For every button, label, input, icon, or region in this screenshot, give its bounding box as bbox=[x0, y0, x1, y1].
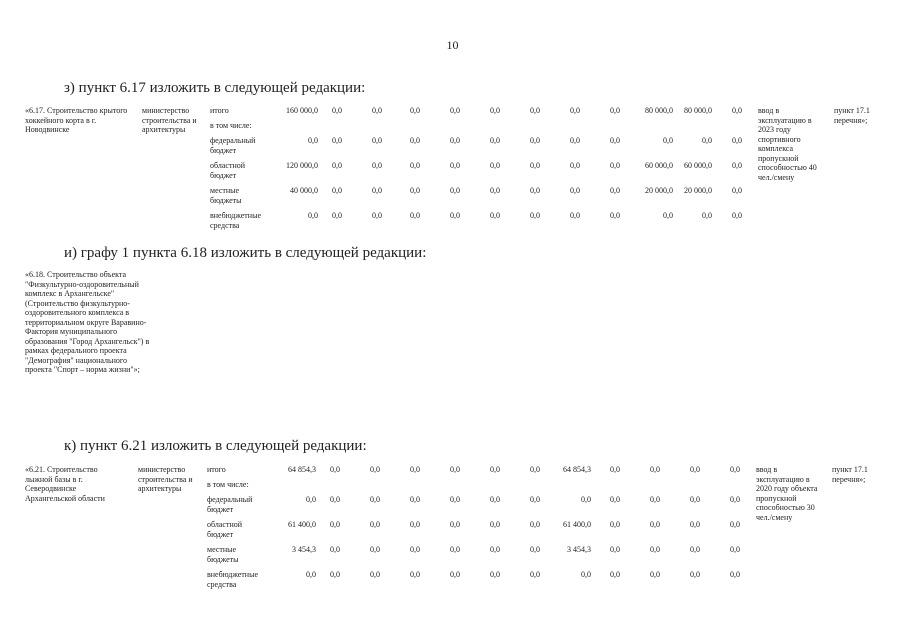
table-cell: 0,0 bbox=[570, 186, 580, 195]
table-cell: 0,0 bbox=[490, 570, 500, 579]
table-cell: 0,0 bbox=[410, 545, 420, 554]
table-cell: 0,0 bbox=[690, 520, 700, 529]
table-cell: 0,0 bbox=[410, 495, 420, 504]
table-cell: 0,0 bbox=[450, 161, 460, 170]
table-cell: 0,0 bbox=[610, 545, 620, 554]
table-cell: 0,0 bbox=[570, 106, 580, 115]
section-k-result: ввод в эксплуатацию в 2020 году объекта пропускной способностью 30 чел./смену bbox=[756, 465, 818, 522]
table-cell: 0,0 bbox=[732, 106, 742, 115]
table-cell: 0,0 bbox=[332, 136, 342, 145]
table-cell: 0,0 bbox=[581, 570, 591, 579]
row-label: внебюджетные средства bbox=[207, 570, 258, 589]
table-cell: 0,0 bbox=[410, 570, 420, 579]
section-z-executor: министерство строительства и архитектуры bbox=[142, 106, 197, 134]
table-cell: 0,0 bbox=[663, 211, 673, 220]
table-cell: 61 400,0 bbox=[288, 520, 316, 529]
section-i-text: «6.18. Строительство объекта "Физкультурно-оздоровительный комплекс в Архангельске" (Строительство физкультурно-оздоровительного комплекса в территориальном округе Варавино-Фактория муниципального образования "Город Архангельск") в рамках федерального проекта "Демография" национального проекта "Спорт – норма жизни"»; bbox=[25, 270, 150, 374]
section-z-item: «6.17. Строительство крытого хоккейного корта в г. Новодвинске bbox=[25, 106, 128, 134]
table-cell: 160 000,0 bbox=[286, 106, 318, 115]
section-k-executor: министерство строительства и архитектуры bbox=[138, 465, 193, 493]
row-label: итого bbox=[210, 106, 229, 115]
table-cell: 0,0 bbox=[570, 211, 580, 220]
table-cell: 0,0 bbox=[650, 465, 660, 474]
table-cell: 0,0 bbox=[332, 106, 342, 115]
row-label: внебюджетные средства bbox=[210, 211, 261, 230]
table-cell: 0,0 bbox=[490, 520, 500, 529]
table-cell: 0,0 bbox=[450, 520, 460, 529]
table-cell: 3 454,3 bbox=[567, 545, 591, 554]
table-cell: 0,0 bbox=[410, 186, 420, 195]
table-cell: 0,0 bbox=[530, 545, 540, 554]
table-cell: 0,0 bbox=[490, 186, 500, 195]
table-cell: 60 000,0 bbox=[684, 161, 712, 170]
table-cell: 0,0 bbox=[450, 545, 460, 554]
row-label: итого bbox=[207, 465, 226, 474]
table-cell: 0,0 bbox=[450, 136, 460, 145]
row-label: федеральный бюджет bbox=[210, 136, 256, 155]
table-cell: 0,0 bbox=[306, 570, 316, 579]
table-cell: 0,0 bbox=[650, 545, 660, 554]
table-cell: 0,0 bbox=[530, 106, 540, 115]
table-cell: 0,0 bbox=[332, 161, 342, 170]
table-cell: 0,0 bbox=[332, 211, 342, 220]
table-cell: 0,0 bbox=[530, 161, 540, 170]
table-cell: 0,0 bbox=[330, 545, 340, 554]
table-cell: 0,0 bbox=[570, 136, 580, 145]
table-cell: 0,0 bbox=[610, 495, 620, 504]
table-cell: 0,0 bbox=[410, 520, 420, 529]
section-z-reference: пункт 17.1 перечня»; bbox=[834, 106, 870, 125]
table-cell: 0,0 bbox=[610, 186, 620, 195]
table-cell: 0,0 bbox=[450, 495, 460, 504]
table-cell: 0,0 bbox=[610, 520, 620, 529]
table-cell: 0,0 bbox=[490, 465, 500, 474]
table-cell: 0,0 bbox=[450, 186, 460, 195]
section-k-reference: пункт 17.1 перечня»; bbox=[832, 465, 868, 484]
table-cell: 0,0 bbox=[330, 570, 340, 579]
table-cell: 0,0 bbox=[610, 211, 620, 220]
table-cell: 0,0 bbox=[490, 106, 500, 115]
table-cell: 0,0 bbox=[610, 570, 620, 579]
table-cell: 0,0 bbox=[730, 570, 740, 579]
row-label: федеральный бюджет bbox=[207, 495, 253, 514]
table-cell: 0,0 bbox=[530, 570, 540, 579]
table-cell: 20 000,0 bbox=[684, 186, 712, 195]
table-cell: 0,0 bbox=[610, 161, 620, 170]
table-cell: 0,0 bbox=[732, 136, 742, 145]
table-cell: 0,0 bbox=[730, 495, 740, 504]
table-cell: 0,0 bbox=[730, 465, 740, 474]
table-cell: 0,0 bbox=[490, 211, 500, 220]
table-cell: 0,0 bbox=[450, 465, 460, 474]
table-cell: 0,0 bbox=[732, 211, 742, 220]
table-cell: 0,0 bbox=[610, 136, 620, 145]
table-cell: 0,0 bbox=[570, 161, 580, 170]
table-cell: 0,0 bbox=[410, 136, 420, 145]
table-cell: 0,0 bbox=[372, 211, 382, 220]
table-cell: 0,0 bbox=[702, 136, 712, 145]
table-cell: 0,0 bbox=[450, 106, 460, 115]
row-label: местные бюджеты bbox=[207, 545, 239, 564]
row-label: областной бюджет bbox=[210, 161, 246, 180]
table-cell: 0,0 bbox=[690, 465, 700, 474]
table-cell: 0,0 bbox=[530, 211, 540, 220]
section-z-result: ввод в эксплуатацию в 2023 году спортивного комплекса пропускной способностью 40 чел./смену bbox=[758, 106, 817, 182]
section-i-heading: и) графу 1 пункта 6.18 изложить в следующей редакции: bbox=[64, 245, 427, 261]
table-cell: 0,0 bbox=[490, 136, 500, 145]
table-cell: 0,0 bbox=[490, 495, 500, 504]
row-label: областной бюджет bbox=[207, 520, 243, 539]
table-cell: 0,0 bbox=[730, 545, 740, 554]
table-cell: 0,0 bbox=[330, 465, 340, 474]
table-cell: 80 000,0 bbox=[684, 106, 712, 115]
table-cell: 0,0 bbox=[690, 570, 700, 579]
table-cell: 0,0 bbox=[450, 211, 460, 220]
table-cell: 0,0 bbox=[372, 136, 382, 145]
section-k-table bbox=[0, 465, 905, 595]
table-cell: 0,0 bbox=[410, 106, 420, 115]
table-cell: 0,0 bbox=[530, 186, 540, 195]
table-cell: 0,0 bbox=[732, 161, 742, 170]
table-cell: 0,0 bbox=[330, 520, 340, 529]
table-cell: 80 000,0 bbox=[645, 106, 673, 115]
table-cell: 120 000,0 bbox=[286, 161, 318, 170]
section-z-heading: з) пункт 6.17 изложить в следующей редакции: bbox=[64, 80, 366, 96]
table-cell: 0,0 bbox=[530, 136, 540, 145]
table-cell: 0,0 bbox=[450, 570, 460, 579]
table-cell: 0,0 bbox=[308, 136, 318, 145]
row-label: в том числе: bbox=[210, 121, 252, 130]
table-cell: 0,0 bbox=[530, 495, 540, 504]
table-cell: 0,0 bbox=[308, 211, 318, 220]
section-k-heading: к) пункт 6.21 изложить в следующей редакции: bbox=[64, 438, 367, 454]
table-cell: 64 854,3 bbox=[288, 465, 316, 474]
table-cell: 3 454,3 bbox=[292, 545, 316, 554]
page-number: 10 bbox=[446, 38, 459, 52]
section-z-table bbox=[0, 106, 905, 236]
table-cell: 0,0 bbox=[530, 520, 540, 529]
table-cell: 0,0 bbox=[490, 545, 500, 554]
table-cell: 0,0 bbox=[730, 520, 740, 529]
table-cell: 0,0 bbox=[370, 520, 380, 529]
table-cell: 0,0 bbox=[610, 106, 620, 115]
table-cell: 0,0 bbox=[702, 211, 712, 220]
table-cell: 0,0 bbox=[650, 570, 660, 579]
table-cell: 0,0 bbox=[370, 545, 380, 554]
table-cell: 20 000,0 bbox=[645, 186, 673, 195]
table-cell: 0,0 bbox=[370, 465, 380, 474]
table-cell: 0,0 bbox=[530, 465, 540, 474]
table-cell: 0,0 bbox=[370, 495, 380, 504]
table-cell: 0,0 bbox=[650, 495, 660, 504]
row-label: в том числе: bbox=[207, 480, 249, 489]
table-cell: 0,0 bbox=[372, 161, 382, 170]
table-cell: 0,0 bbox=[690, 495, 700, 504]
table-cell: 0,0 bbox=[306, 495, 316, 504]
row-label: местные бюджеты bbox=[210, 186, 242, 205]
table-cell: 0,0 bbox=[663, 136, 673, 145]
table-cell: 0,0 bbox=[610, 465, 620, 474]
table-cell: 0,0 bbox=[372, 106, 382, 115]
table-cell: 0,0 bbox=[332, 186, 342, 195]
table-cell: 0,0 bbox=[650, 520, 660, 529]
table-cell: 0,0 bbox=[490, 161, 500, 170]
table-cell: 0,0 bbox=[410, 465, 420, 474]
table-cell: 60 000,0 bbox=[645, 161, 673, 170]
table-cell: 0,0 bbox=[330, 495, 340, 504]
table-cell: 64 854,3 bbox=[563, 465, 591, 474]
table-cell: 61 400,0 bbox=[563, 520, 591, 529]
table-cell: 0,0 bbox=[410, 161, 420, 170]
section-k-item: «6.21. Строительство лыжной базы в г. Северодвинске Архангельской области bbox=[25, 465, 105, 503]
table-cell: 0,0 bbox=[372, 186, 382, 195]
table-cell: 0,0 bbox=[410, 211, 420, 220]
table-cell: 0,0 bbox=[732, 186, 742, 195]
table-cell: 0,0 bbox=[370, 570, 380, 579]
table-cell: 0,0 bbox=[581, 495, 591, 504]
table-cell: 40 000,0 bbox=[290, 186, 318, 195]
table-cell: 0,0 bbox=[690, 545, 700, 554]
